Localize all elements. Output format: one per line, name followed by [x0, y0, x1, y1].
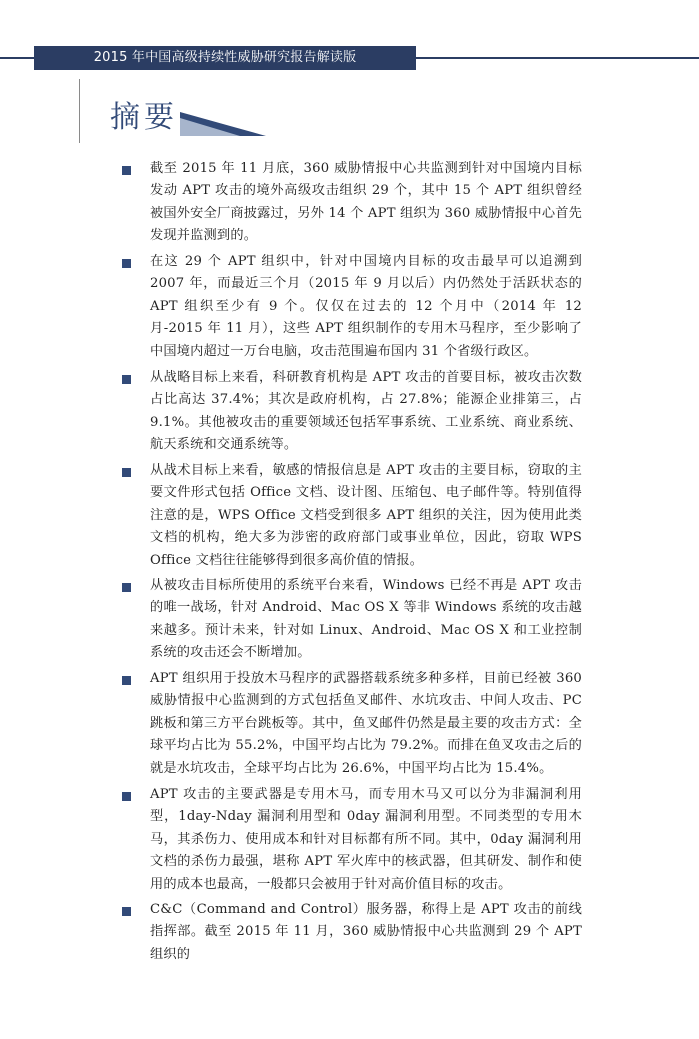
square-bullet-icon [122, 375, 131, 384]
section-divider-line [79, 79, 80, 143]
square-bullet-icon [122, 583, 131, 592]
paragraph: APT 攻击的主要武器是专用木马，而专用木马又可以分为非漏洞利用型，1day-Nday 漏洞利用型和 0day 漏洞利用型。不同类型的专用木马，其杀伤力、使用成本和针对目标都有所不同。其中，0day 漏洞利用文档的杀伤力最强，堪称 APT 军火库中的核武器，但其研发、制作和使用的成本也最高，一般都只会被用于针对高价值目标的攻击。 [150, 787, 582, 892]
paragraph: 截至 2015 年 11 月底，360 威胁情报中心共监测到针对中国境内目标发动 APT 攻击的境外高级攻击组织 29 个，其中 15 个 APT 组织曾经被国外安全厂商披露过，另外 14 个 APT 组织为 360 威胁情报中心首先发现并监测到的。 [150, 161, 582, 244]
paragraph: APT 组织用于投放木马程序的武器搭载系统多种多样，目前已经被 360 威胁情报中心监测到的方式包括鱼叉邮件、水坑攻击、中间人攻击、PC 跳板和第三方平台跳板等。其中，鱼叉邮件仍然是最主要的攻击方式：全球平均占比为 55.2%，中国平均占比为 79.2%。而排在鱼叉攻击之后的就是水坑攻击，全球平均占比为 26.6%，中国平均占比为 15.4%。 [150, 671, 582, 776]
paragraph: 从战术目标上来看，敏感的情报信息是 APT 攻击的主要目标，窃取的主要文件形式包括 Office 文档、设计图、压缩包、电子邮件等。特别值得注意的是，WPS Office 文档受到很多 APT 组织的关注，因为使用此类文档的机构，绝大多为涉密的政府部门或事业单位，因此，窃取 WPS Office 文档往往能够得到很多高价值的情报。 [150, 463, 582, 568]
paragraph: 在这 29 个 APT 组织中，针对中国境内目标的攻击最早可以追溯到 2007 年，而最近三个月（2015 年 9 月以后）内仍然处于活跃状态的 APT 组织至少有 9 个。仅仅在过去的 12 个月中（2014 年 12 月-2015 年 11 月），这些 APT 组织制作的专用木马程序，至少影响了中国境内超过一万台电脑，攻击范围遍布国内 31 个省级行政区。 [150, 254, 582, 359]
title-wedge-decoration [180, 112, 266, 136]
square-bullet-icon [122, 792, 131, 801]
section-title: 摘要 [110, 100, 178, 135]
paragraph: 从战略目标上来看，科研教育机构是 APT 攻击的首要目标，被攻击次数占比高达 37.4%；其次是政府机构，占 27.8%；能源企业排第三，占 9.1%。其他被攻击的重要领域还包括军事系统、工业系统、商业系统、航天系统和交通系统等。 [150, 370, 582, 453]
running-header: 2015 年中国高级持续性威胁研究报告解读版 [34, 46, 416, 70]
square-bullet-icon [122, 166, 131, 175]
paragraph: C&C（Command and Control）服务器，称得上是 APT 攻击的前线指挥部。截至 2015 年 11 月，360 威胁情报中心共监测到 29 个 APT 组织的 [150, 902, 582, 962]
square-bullet-icon [122, 907, 131, 916]
square-bullet-icon [122, 259, 131, 268]
square-bullet-icon [122, 468, 131, 477]
square-bullet-icon [122, 676, 131, 685]
paragraph: 从被攻击目标所使用的系统平台来看，Windows 已经不再是 APT 攻击的唯一战场，针对 Android、Mac OS X 等非 Windows 系统的攻击越来越多。预计未来，针对如 Linux、Android、Mac OS X 和工业控制系统的攻击还会不断增加。 [150, 578, 582, 661]
